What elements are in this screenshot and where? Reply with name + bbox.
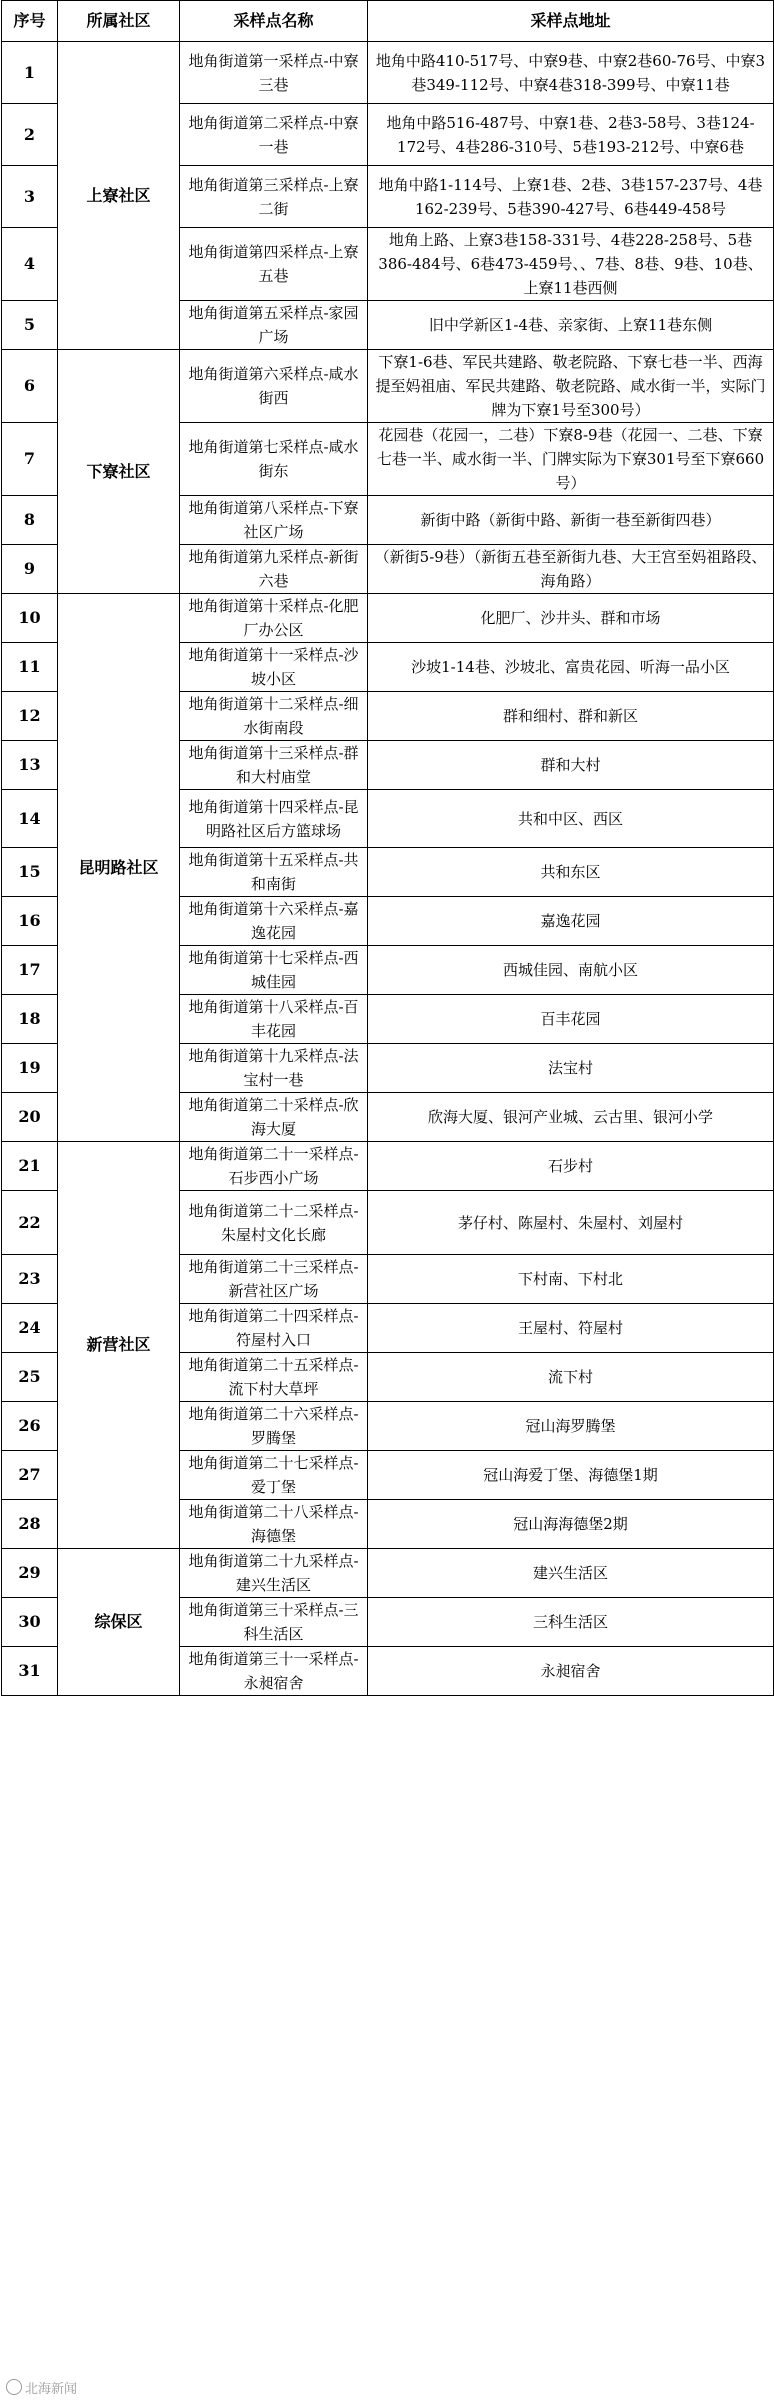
row-index: 3 bbox=[2, 166, 58, 228]
row-index: 8 bbox=[2, 496, 58, 545]
sampling-point-name: 地角街道第二十七采样点-爱丁堡 bbox=[180, 1451, 368, 1500]
row-index: 31 bbox=[2, 1647, 58, 1696]
row-index: 6 bbox=[2, 350, 58, 423]
sampling-point-name: 地角街道第六采样点-咸水街西 bbox=[180, 350, 368, 423]
sampling-point-name: 地角街道第十三采样点-群和大村庙堂 bbox=[180, 741, 368, 790]
sampling-point-address: 下寮1-6巷、军民共建路、敬老院路、下寮七巷一半、西海提至妈祖庙、军民共建路、敬老院路、咸水街一半，实际门牌为下寮1号至300号） bbox=[368, 350, 774, 423]
sampling-point-name: 地角街道第二十三采样点-新营社区广场 bbox=[180, 1255, 368, 1304]
sampling-point-address: 共和东区 bbox=[368, 848, 774, 897]
community-cell: 综保区 bbox=[58, 1549, 180, 1696]
table-body bbox=[2, 42, 774, 1696]
sampling-point-address: 冠山海爱丁堡、海德堡1期 bbox=[368, 1451, 774, 1500]
community-cell: 上寮社区 bbox=[58, 42, 180, 350]
watermark bbox=[6, 2378, 77, 2397]
row-index: 1 bbox=[2, 42, 58, 104]
sampling-point-address: 冠山海海德堡2期 bbox=[368, 1500, 774, 1549]
sampling-point-address: 西城佳园、南航小区 bbox=[368, 946, 774, 995]
sampling-points-table bbox=[1, 0, 774, 1696]
row-index: 29 bbox=[2, 1549, 58, 1598]
sampling-point-name: 地角街道第三十采样点-三科生活区 bbox=[180, 1598, 368, 1647]
sampling-point-address: 嘉逸花园 bbox=[368, 897, 774, 946]
row-index: 5 bbox=[2, 301, 58, 350]
sampling-point-name: 地角街道第七采样点-咸水街东 bbox=[180, 423, 368, 496]
sampling-point-address: 建兴生活区 bbox=[368, 1549, 774, 1598]
table-row bbox=[2, 350, 774, 423]
sampling-point-address: 王屋村、符屋村 bbox=[368, 1304, 774, 1353]
row-index: 22 bbox=[2, 1191, 58, 1255]
sampling-point-address: 流下村 bbox=[368, 1353, 774, 1402]
row-index: 13 bbox=[2, 741, 58, 790]
header-address: 采样点地址 bbox=[368, 1, 774, 42]
row-index: 18 bbox=[2, 995, 58, 1044]
row-index: 19 bbox=[2, 1044, 58, 1093]
header-name: 采样点名称 bbox=[180, 1, 368, 42]
row-index: 26 bbox=[2, 1402, 58, 1451]
row-index: 27 bbox=[2, 1451, 58, 1500]
sampling-point-name: 地角街道第二采样点-中寮一巷 bbox=[180, 104, 368, 166]
sampling-point-address: 下村南、下村北 bbox=[368, 1255, 774, 1304]
sampling-point-address: 地角中路516-487号、中寮1巷、2巷3-58号、3巷124-172号、4巷286-310号、5巷193-212号、中寮6巷 bbox=[368, 104, 774, 166]
sampling-point-address: 石步村 bbox=[368, 1142, 774, 1191]
row-index: 4 bbox=[2, 228, 58, 301]
sampling-point-address: 花园巷（花园一，二巷）下寮8-9巷（花园一、二巷、下寮七巷一半、咸水街一半、门牌实际为下寮301号至下寮660号） bbox=[368, 423, 774, 496]
row-index: 16 bbox=[2, 897, 58, 946]
header-community: 所属社区 bbox=[58, 1, 180, 42]
sampling-point-name: 地角街道第二十六采样点-罗腾堡 bbox=[180, 1402, 368, 1451]
row-index: 17 bbox=[2, 946, 58, 995]
row-index: 7 bbox=[2, 423, 58, 496]
sampling-point-name: 地角街道第八采样点-下寮社区广场 bbox=[180, 496, 368, 545]
row-index: 11 bbox=[2, 643, 58, 692]
sampling-point-address: 三科生活区 bbox=[368, 1598, 774, 1647]
sampling-point-name: 地角街道第二十一采样点-石步西小广场 bbox=[180, 1142, 368, 1191]
sampling-point-address: 共和中区、西区 bbox=[368, 790, 774, 848]
sampling-point-name: 地角街道第二十九采样点-建兴生活区 bbox=[180, 1549, 368, 1598]
table-row bbox=[2, 594, 774, 643]
sampling-point-address: 化肥厂、沙井头、群和市场 bbox=[368, 594, 774, 643]
sampling-point-name: 地角街道第三十一采样点-永昶宿舍 bbox=[180, 1647, 368, 1696]
row-index: 28 bbox=[2, 1500, 58, 1549]
sampling-point-name: 地角街道第三采样点-上寮二街 bbox=[180, 166, 368, 228]
sampling-point-name: 地角街道第九采样点-新街六巷 bbox=[180, 545, 368, 594]
row-index: 2 bbox=[2, 104, 58, 166]
row-index: 12 bbox=[2, 692, 58, 741]
sampling-point-address: （新街5-9巷）（新街五巷至新街九巷、大王宫至妈祖路段、海角路） bbox=[368, 545, 774, 594]
weibo-icon bbox=[6, 2379, 22, 2395]
row-index: 24 bbox=[2, 1304, 58, 1353]
sampling-point-name: 地角街道第十一采样点-沙坡小区 bbox=[180, 643, 368, 692]
sampling-point-name: 地角街道第十七采样点-西城佳园 bbox=[180, 946, 368, 995]
sampling-point-name: 地角街道第十采样点-化肥厂办公区 bbox=[180, 594, 368, 643]
table-row bbox=[2, 1142, 774, 1191]
sampling-point-address: 冠山海罗腾堡 bbox=[368, 1402, 774, 1451]
row-index: 15 bbox=[2, 848, 58, 897]
sampling-point-address: 新街中路（新街中路、新街一巷至新街四巷） bbox=[368, 496, 774, 545]
sampling-point-name: 地角街道第二十四采样点-符屋村入口 bbox=[180, 1304, 368, 1353]
community-cell: 昆明路社区 bbox=[58, 594, 180, 1142]
row-index: 25 bbox=[2, 1353, 58, 1402]
sampling-point-address: 地角中路1-114号、上寮1巷、2巷、3巷157-237号、4巷162-239号、5巷390-427号、6巷449-458号 bbox=[368, 166, 774, 228]
sampling-point-address: 地角上路、上寮3巷158-331号、4巷228-258号、5巷386-484号、6巷473-459号、、7巷、8巷、9巷、10巷、上寮11巷西侧 bbox=[368, 228, 774, 301]
sampling-point-name: 地角街道第十八采样点-百丰花园 bbox=[180, 995, 368, 1044]
row-index: 9 bbox=[2, 545, 58, 594]
sampling-point-name: 地角街道第十二采样点-细水街南段 bbox=[180, 692, 368, 741]
sampling-point-address: 沙坡1-14巷、沙坡北、富贵花园、听海一品小区 bbox=[368, 643, 774, 692]
sampling-point-address: 茅仔村、陈屋村、朱屋村、刘屋村 bbox=[368, 1191, 774, 1255]
row-index: 23 bbox=[2, 1255, 58, 1304]
row-index: 21 bbox=[2, 1142, 58, 1191]
sampling-point-address: 群和细村、群和新区 bbox=[368, 692, 774, 741]
header-idx: 序号 bbox=[2, 1, 58, 42]
sampling-point-address: 旧中学新区1-4巷、亲家街、上寮11巷东侧 bbox=[368, 301, 774, 350]
sampling-point-name: 地角街道第一采样点-中寮三巷 bbox=[180, 42, 368, 104]
sampling-point-name: 地角街道第二十八采样点-海德堡 bbox=[180, 1500, 368, 1549]
sampling-point-address: 百丰花园 bbox=[368, 995, 774, 1044]
sampling-point-name: 地角街道第十六采样点-嘉逸花园 bbox=[180, 897, 368, 946]
row-index: 14 bbox=[2, 790, 58, 848]
sampling-point-name: 地角街道第四采样点-上寮五巷 bbox=[180, 228, 368, 301]
sampling-point-name: 地角街道第二十采样点-欣海大厦 bbox=[180, 1093, 368, 1142]
row-index: 20 bbox=[2, 1093, 58, 1142]
sampling-point-name: 地角街道第十九采样点-法宝村一巷 bbox=[180, 1044, 368, 1093]
sampling-point-address: 地角中路410-517号、中寮9巷、中寮2巷60-76号、中寮3巷349-112号、中寮4巷318-399号、中寮11巷 bbox=[368, 42, 774, 104]
sampling-point-address: 永昶宿舍 bbox=[368, 1647, 774, 1696]
sampling-point-name: 地角街道第十五采样点-共和南街 bbox=[180, 848, 368, 897]
sampling-point-address: 法宝村 bbox=[368, 1044, 774, 1093]
table-row bbox=[2, 1549, 774, 1598]
community-cell: 下寮社区 bbox=[58, 350, 180, 594]
sampling-point-address: 群和大村 bbox=[368, 741, 774, 790]
community-cell: 新营社区 bbox=[58, 1142, 180, 1549]
sampling-point-name: 地角街道第五采样点-家园广场 bbox=[180, 301, 368, 350]
sampling-point-name: 地角街道第二十五采样点-流下村大草坪 bbox=[180, 1353, 368, 1402]
table-row bbox=[2, 42, 774, 104]
sampling-point-name: 地角街道第十四采样点-昆明路社区后方篮球场 bbox=[180, 790, 368, 848]
sampling-point-address: 欣海大厦、银河产业城、云古里、银河小学 bbox=[368, 1093, 774, 1142]
header-row bbox=[2, 1, 774, 42]
sampling-point-name: 地角街道第二十二采样点-朱屋村文化长廊 bbox=[180, 1191, 368, 1255]
row-index: 10 bbox=[2, 594, 58, 643]
row-index: 30 bbox=[2, 1598, 58, 1647]
watermark-text: 北海新闻 bbox=[25, 2382, 78, 2397]
